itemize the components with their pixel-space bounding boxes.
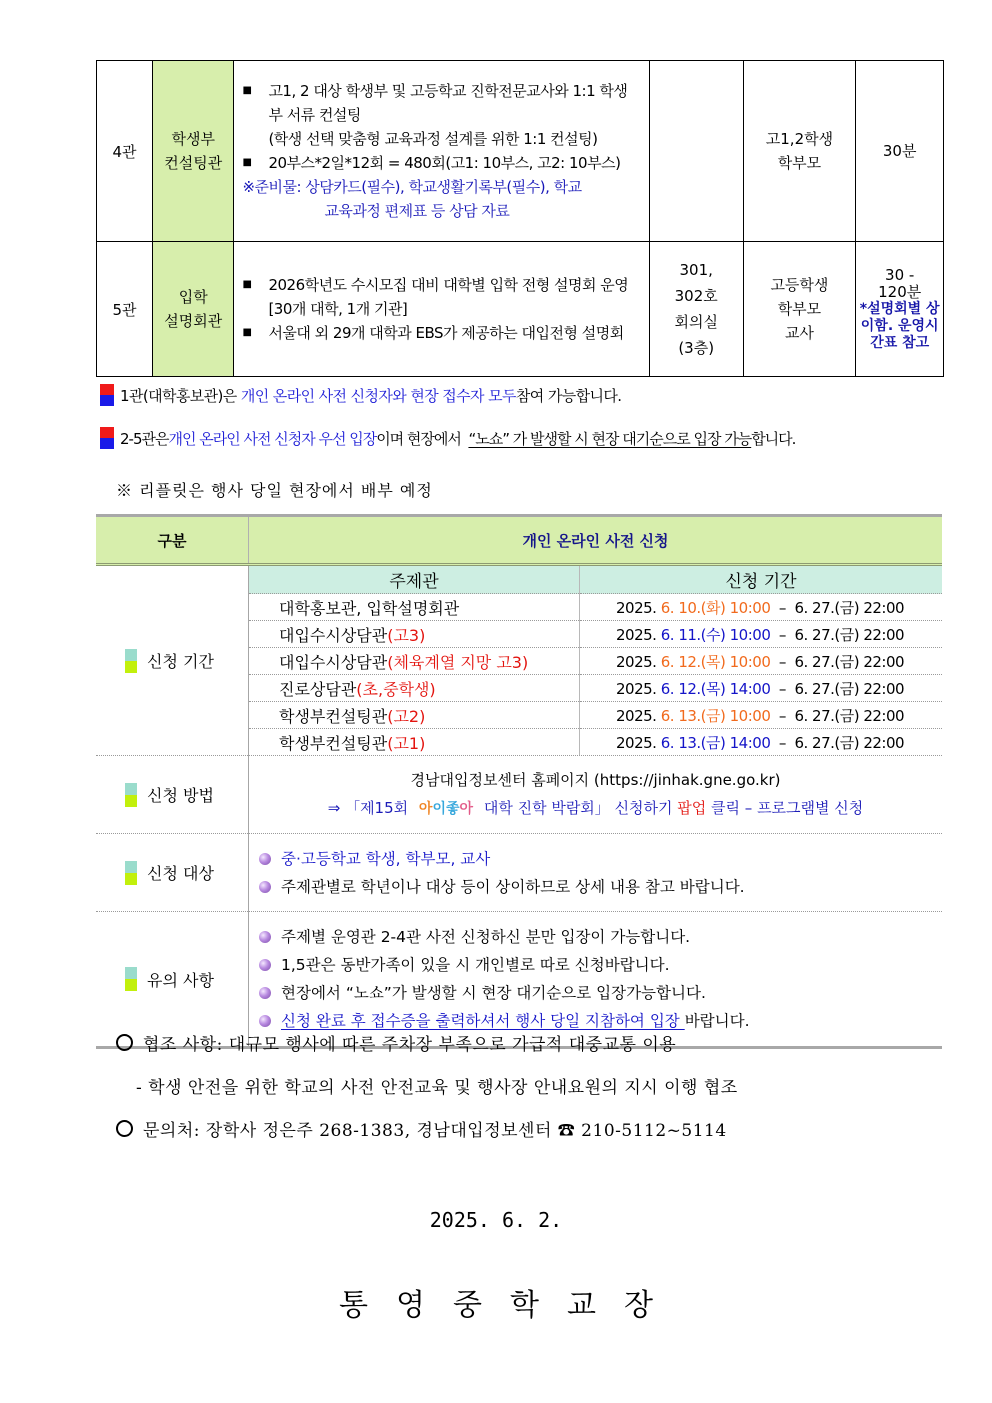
- green-marker-icon: [125, 967, 137, 991]
- schedule-row: 진로상담관(초,중학생) 2025. 6. 12.(목) 14:00 – 6. 27.(금) 22:00: [249, 675, 942, 702]
- hall-name: 입학 설명회관: [153, 242, 234, 377]
- purple-bullet-icon: [259, 987, 271, 999]
- leaflet-notice: ※ 리플릿은 행사 당일 현장에서 배부 예정: [116, 481, 433, 500]
- application-instructions: ⇒ 「제15회 아이좋아 대학 진학 박람회」 신청하기 팝업 클릭 – 프로그램별 신청: [249, 794, 942, 823]
- schedule-row: 대입수시상담관(고3) 2025. 6. 11.(수) 10:00 – 6. 27.(금) 22:00: [249, 621, 942, 648]
- bullet-item: ■ 고1, 2 대상 학생부 및 고등학교 진학전문교사와 1:1 학생부 서류 컨설팅: [242, 79, 640, 127]
- circle-bullet-icon: [116, 1120, 133, 1137]
- square-bullet-icon: ■: [242, 157, 252, 168]
- schedule-row: 대입수시상담관(체육계열 지망 고3) 2025. 6. 12.(목) 10:00 – 6. 27.(금) 22:00: [249, 648, 942, 675]
- hall-name: 학생부 컨설팅관: [153, 61, 234, 242]
- document-date: 2025. 6. 2.: [429, 1208, 563, 1232]
- exhibition-hall-table: [96, 60, 944, 377]
- hall-target: 고1,2학생 학부모: [743, 61, 856, 242]
- purple-bullet-icon: [259, 959, 271, 971]
- schedule-row: 학생부컨설팅관(고2) 2025. 6. 13.(금) 10:00 – 6. 27.(금) 22:00: [249, 702, 942, 729]
- green-marker-icon: [125, 861, 137, 885]
- row-application-period: [96, 565, 942, 756]
- purple-bullet-icon: [259, 931, 271, 943]
- list-item: 주제별 운영관 2-4관 사전 신청하신 분만 입장이 가능합니다.: [259, 923, 942, 951]
- list-item: 현장에서 “노쇼”가 발생할 시 현장 대기순으로 입장가능합니다.: [259, 979, 942, 1007]
- preparation-note: ※준비물: 상담카드(필수), 학교생활기록부(필수), 학교 교육과정 편제표 등 상담 자료: [242, 178, 582, 220]
- duration-note: *설명회별 상이함. 운영시간표 참고: [859, 300, 940, 351]
- hall-place: [649, 61, 743, 242]
- hall-description: [234, 61, 649, 242]
- list-item: 중·고등학교 학생, 학부모, 교사: [259, 845, 942, 873]
- row-precautions: [96, 912, 942, 1048]
- table-row-hall-4: [97, 61, 944, 242]
- table-header: [96, 516, 942, 565]
- cooperation-sub-notice: - 학생 안전을 위한 학교의 사전 안전교육 및 행사장 안내요원의 지시 이행 협조: [136, 1078, 738, 1098]
- notice-hall-2-5: 2-5관은 개인 온라인 사전 신청자 우선 입장 이며 현장에서 “노쇼” 가 발생할 시 현장 대기순으로 입장 가능 합니다.: [100, 427, 795, 449]
- green-marker-icon: [125, 649, 137, 673]
- label-application-method: 신청 방법: [97, 783, 247, 807]
- square-bullet-icon: ■: [242, 279, 252, 290]
- hall-place: 301, 302호 회의실 (3층): [649, 242, 743, 377]
- list-item: 주제관별로 학년이나 대상 등이 상이하므로 상세 내용 참고 바랍니다.: [259, 873, 942, 901]
- hall-duration: 30 - 120분 *설명회별 상이함. 운영시간표 참고: [856, 242, 944, 377]
- contact-info: 문의처: 장학사 정은주 268-1383, 경남대입정보센터 ☎ 210-5112~5114: [116, 1116, 727, 1141]
- row-application-method: [96, 756, 942, 834]
- col-header-period: 신청 기간: [580, 566, 943, 594]
- bullet-item: ■ 서울대 외 29개 대학과 EBS가 제공하는 대입전형 설명회: [242, 321, 640, 345]
- bullet-item: ■ 20부스*2일*12회 = 480회(고1: 10부스, 고2: 10부스): [242, 151, 640, 175]
- online-application-table: [96, 514, 942, 1049]
- label-application-period: 신청 기간: [97, 649, 247, 673]
- aijoa-logo-icon: 아이좋아: [418, 801, 474, 817]
- square-bullet-icon: ■: [242, 327, 252, 338]
- circle-bullet-icon: [116, 1034, 133, 1051]
- header-online-application: 개인 온라인 사전 신청: [249, 516, 943, 565]
- purple-bullet-icon: [259, 853, 271, 865]
- schedule-row: 학생부컨설팅관(고1) 2025. 6. 13.(금) 14:00 – 6. 27.(금) 22:00: [249, 729, 942, 756]
- col-header-hall: 주제관: [249, 566, 580, 594]
- schedule-row: 대학홍보관, 입학설명회관 2025. 6. 10.(화) 10:00 – 6. 27.(금) 22:00: [249, 594, 942, 621]
- hall-number: 4관: [97, 61, 153, 242]
- hall-number: 5관: [97, 242, 153, 377]
- hall-duration: 30분: [856, 61, 944, 242]
- square-bullet-icon: ■: [242, 85, 252, 96]
- signer-principal: 통영중학교장: [339, 1288, 681, 1323]
- header-category: 구분: [96, 516, 249, 565]
- purple-bullet-icon: [259, 881, 271, 893]
- row-application-target: [96, 834, 942, 912]
- purple-bullet-icon: [259, 1015, 271, 1027]
- homepage-link[interactable]: 경남대입정보센터 홈페이지 (https://jinhak.gne.go.kr): [410, 771, 781, 789]
- list-item: 1,5관은 동반가족이 있을 시 개인별로 따로 신청바랍니다.: [259, 951, 942, 979]
- red-blue-marker-icon: [100, 384, 114, 406]
- hall-target: 고등학생 학부모 교사: [743, 242, 856, 377]
- bullet-item: ■ 2026학년도 수시모집 대비 대학별 입학 전형 설명회 운영 [30개 대학, 1개 기관]: [242, 273, 640, 321]
- table-row-hall-5: [97, 242, 944, 377]
- cooperation-notice: 협조 사항: 대규모 행사에 따른 주차장 부족으로 가급적 대중교통 이용: [116, 1030, 676, 1055]
- list-item: 신청 완료 후 접수증을 출력하셔서 행사 당일 지참하여 입장 바랍니다.: [259, 1007, 942, 1035]
- label-application-target: 신청 대상: [97, 861, 247, 885]
- notice-hall-1: 1관(대학홍보관)은 개인 온라인 사전 신청자와 현장 접수자 모두 참여 가능합니다.: [100, 384, 621, 406]
- label-precautions: 유의 사항: [97, 967, 247, 991]
- bullet-continuation: (학생 선택 맞춤형 교육과정 설계를 위한 1:1 컨설팅): [268, 130, 598, 148]
- green-marker-icon: [125, 783, 137, 807]
- hall-description: [234, 242, 649, 377]
- phone-icon: ☎: [557, 1121, 576, 1141]
- red-blue-marker-icon: [100, 427, 114, 449]
- period-schedule-table: [249, 566, 942, 755]
